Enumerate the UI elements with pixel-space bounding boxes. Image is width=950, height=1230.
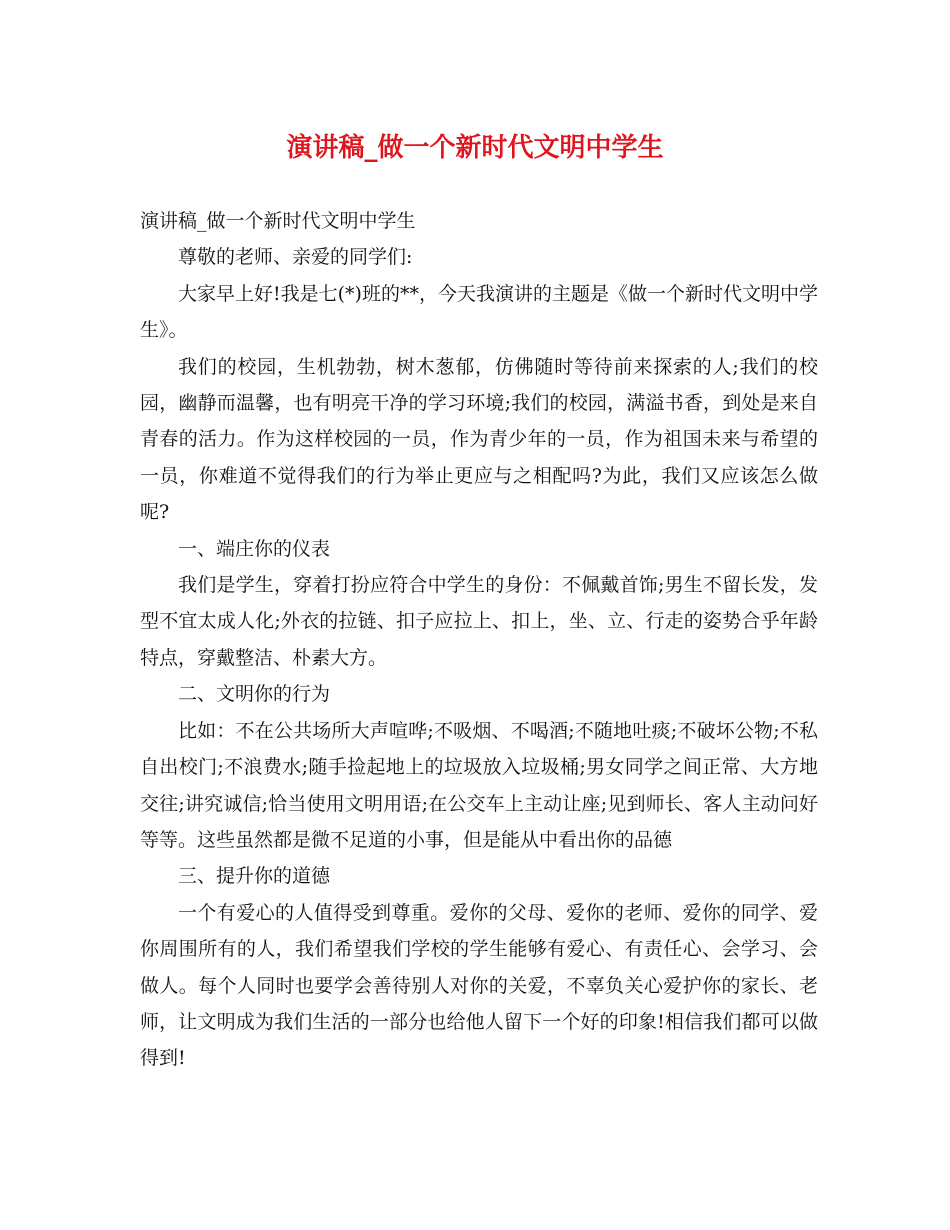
paragraph-morality: 一个有爱心的人值得受到尊重。爱你的父母、爱你的老师、爱你的同学、爱你周围所有的人，我们希望我们学校的学生能够有爱心、有责任心、会学习、会做人。每个人同时也要学会善待别人对你的关爱，不辜负关心爱护你的家长、老师，让文明成为我们生活的一部分也给他人留下一个好的印象!相信我们都可以做得到! [140, 901, 818, 1070]
section-heading-appearance: 一、端庄你的仪表 [178, 537, 331, 560]
paragraph-campus: 我们的校园，生机勃勃，树木葱郁，仿佛随时等待前来探索的人;我们的校园，幽静而温馨，也有明亮干净的学习环境;我们的校园，满溢书香，到处是来自青春的活力。作为这样校园的一员，作为青少年的一员，作为祖国未来与希望的一员，你难道不觉得我们的行为举止更应与之相配吗?为此，我们又应该怎么做呢? [140, 355, 818, 524]
section-heading-morality: 三、提升你的道德 [178, 865, 331, 888]
document-body [140, 203, 818, 1077]
document-title: 演讲稿_做一个新时代文明中学生 [286, 133, 664, 163]
section-heading-behavior: 二、文明你的行为 [178, 683, 331, 706]
paragraph-heading: 演讲稿_做一个新时代文明中学生 [140, 210, 416, 232]
paragraph-salutation: 尊敬的老师、亲爱的同学们: [178, 246, 413, 269]
paragraph-appearance: 我们是学生，穿着打扮应符合中学生的身份：不佩戴首饰;男生不留长发，发型不宜太成人化;外衣的拉链、扣子应拉上、扣上，坐、立、行走的姿势合乎年龄特点，穿戴整洁、朴素大方。 [140, 574, 818, 669]
paragraph-behavior: 比如：不在公共场所大声喧哗;不吸烟、不喝酒;不随地吐痰;不破坏公物;不私自出校门;不浪费水;随手捡起地上的垃圾放入垃圾桶;男女同学之间正常、大方地交往;讲究诚信;恰当使用文明用语;在公交车上主动让座;见到师长、客人主动问好等等。这些虽然都是微不足道的小事，但是能从中看出你的品德 [140, 719, 818, 851]
paragraph-greeting: 大家早上好!我是七(*)班的**，今天我演讲的主题是《做一个新时代文明中学生》。 [140, 282, 818, 342]
